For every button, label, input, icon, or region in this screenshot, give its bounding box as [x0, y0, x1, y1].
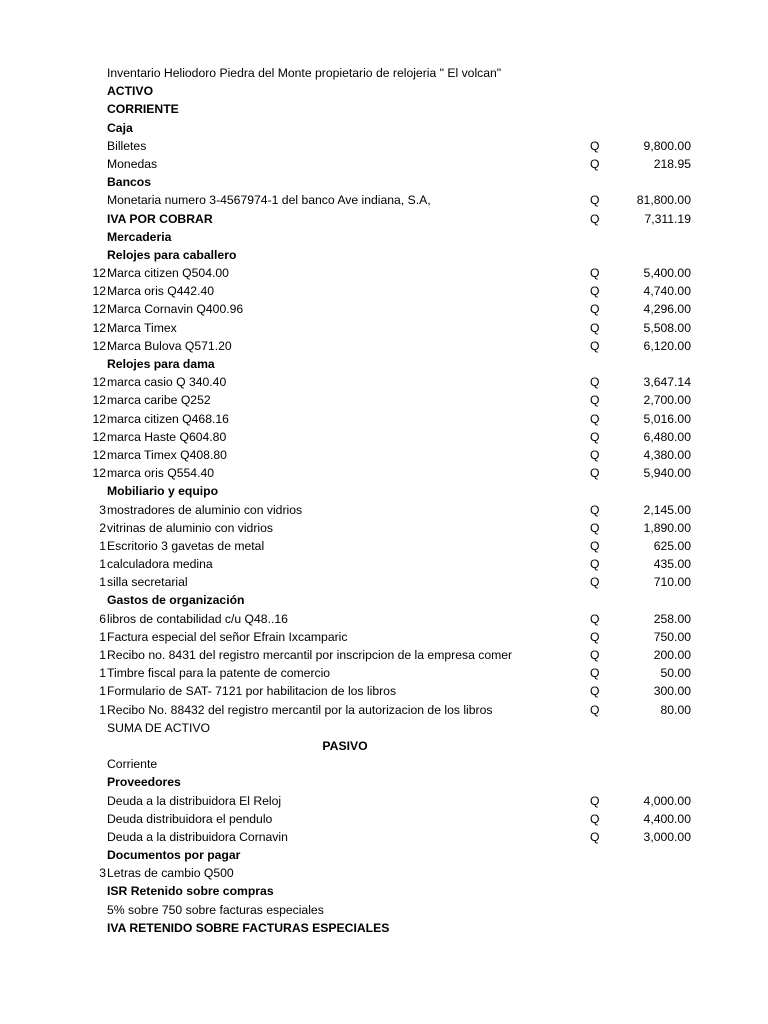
inventory-row — [0, 100, 768, 118]
inventory-row — [0, 355, 768, 373]
row-description: Marca Bulova Q571.20 — [107, 338, 232, 353]
row-currency: Q — [590, 648, 600, 662]
row-amount: 625.00 — [653, 538, 691, 553]
row-amount: 4,380.00 — [643, 447, 691, 462]
row-quantity: 3 — [99, 866, 106, 881]
inventory-row — [0, 901, 768, 919]
inventory-row — [0, 537, 768, 555]
row-currency: Q — [590, 575, 600, 590]
row-description: Marca Timex — [107, 320, 177, 335]
inventory-row — [0, 501, 768, 519]
row-quantity: 1 — [99, 557, 106, 572]
row-description: Formulario de SAT- 7121 por habilitacion de los libros — [107, 684, 397, 699]
inventory-row — [0, 446, 768, 464]
inventory-row — [0, 137, 768, 155]
row-quantity: 12 — [92, 266, 106, 281]
row-amount: 5,400.00 — [643, 266, 691, 281]
row-description: Deuda a la distribuidora Cornavin — [107, 829, 288, 844]
inventory-row — [0, 82, 768, 100]
row-currency: Q — [590, 520, 600, 535]
row-amount: 6,480.00 — [643, 429, 691, 444]
row-quantity: 12 — [92, 338, 106, 353]
row-description: Relojes para caballero — [107, 247, 237, 262]
row-amount: 5,508.00 — [643, 320, 691, 335]
row-description: Caja — [107, 120, 133, 135]
row-description: Billetes — [107, 138, 147, 153]
sheet-title-row — [0, 64, 768, 82]
row-currency: Q — [590, 666, 600, 681]
inventory-row — [0, 464, 768, 482]
row-amount: 258.00 — [653, 611, 691, 626]
row-amount: 2,145.00 — [643, 502, 691, 517]
row-amount: 50.00 — [660, 666, 691, 681]
row-description: Gastos de organización — [107, 593, 245, 608]
inventory-row — [0, 919, 768, 937]
row-description: Corriente — [107, 757, 158, 772]
inventory-row — [0, 810, 768, 828]
row-quantity: 1 — [99, 648, 106, 662]
inventory-row — [0, 300, 768, 318]
inventory-row — [0, 410, 768, 428]
inventory-row — [0, 246, 768, 264]
row-amount: 3,000.00 — [643, 829, 691, 844]
row-quantity: 12 — [92, 411, 106, 426]
row-description: Escritorio 3 gavetas de metal — [107, 538, 265, 553]
row-description: marca citizen Q468.16 — [107, 411, 229, 426]
inventory-row — [0, 319, 768, 337]
row-quantity: 1 — [99, 629, 106, 644]
row-currency: Q — [590, 447, 600, 462]
inventory-row — [0, 864, 768, 882]
row-description: PASIVO — [322, 738, 368, 753]
row-currency: Q — [590, 302, 600, 317]
row-amount: 200.00 — [653, 648, 691, 662]
inventory-row — [0, 792, 768, 810]
row-quantity: 3 — [99, 502, 106, 517]
inventory-row — [0, 119, 768, 137]
inventory-row — [0, 828, 768, 846]
row-currency: Q — [590, 338, 600, 353]
inventory-sheet — [0, 64, 768, 937]
row-description: vitrinas de aluminio con vidrios — [107, 520, 273, 535]
row-description: Timbre fiscal para la patente de comercio — [107, 666, 331, 681]
row-currency: Q — [590, 829, 600, 844]
row-description: Bancos — [107, 175, 152, 190]
row-amount: 9,800.00 — [643, 138, 691, 153]
row-description: CORRIENTE — [107, 102, 179, 117]
row-quantity: 1 — [99, 702, 106, 717]
row-description: mostradores de aluminio con vidrios — [107, 502, 303, 517]
row-description: Deuda distribuidora el pendulo — [107, 811, 273, 826]
row-amount: 6,120.00 — [643, 338, 691, 353]
inventory-row — [0, 573, 768, 591]
row-description: Marca Cornavin Q400.96 — [107, 302, 244, 317]
row-amount: 300.00 — [653, 684, 691, 699]
row-description: Monetaria numero 3-4567974-1 del banco Ave indiana, S.A, — [107, 193, 431, 208]
inventory-row — [0, 373, 768, 391]
row-description: Factura especial del señor Efrain Ixcamparic — [107, 629, 348, 644]
row-quantity: 12 — [92, 429, 106, 444]
row-currency: Q — [590, 502, 600, 517]
row-currency: Q — [590, 466, 600, 481]
inventory-row — [0, 719, 768, 737]
row-description: Recibo No. 88432 del registro mercantil por la autorizacion de los libros — [107, 702, 493, 717]
row-quantity: 12 — [92, 393, 106, 408]
row-description: Relojes para dama — [107, 357, 215, 371]
inventory-row — [0, 755, 768, 773]
inventory-row — [0, 610, 768, 628]
row-quantity: 12 — [92, 320, 106, 335]
row-description: marca caribe Q252 — [107, 393, 211, 408]
row-description: Mercaderia — [107, 229, 172, 244]
row-currency: Q — [590, 702, 600, 717]
row-amount: 4,400.00 — [643, 811, 691, 826]
row-amount: 5,016.00 — [643, 411, 691, 426]
row-description: marca Timex Q408.80 — [107, 447, 227, 462]
row-amount: 5,940.00 — [643, 466, 691, 481]
row-description: 5% sobre 750 sobre facturas especiales — [107, 902, 324, 917]
row-description: ISR Retenido sobre compras — [107, 884, 274, 899]
row-amount: 4,296.00 — [643, 302, 691, 317]
inventory-row — [0, 191, 768, 209]
row-description: Monedas — [107, 156, 158, 171]
inventory-row — [0, 846, 768, 864]
row-currency: Q — [590, 611, 600, 626]
row-currency: Q — [590, 284, 600, 299]
inventory-row — [0, 282, 768, 300]
row-quantity: 1 — [99, 666, 106, 681]
row-description: marca casio Q 340.40 — [107, 375, 227, 390]
row-amount: 80.00 — [660, 702, 691, 717]
row-quantity: 1 — [99, 575, 106, 590]
row-amount: 4,740.00 — [643, 284, 691, 299]
inventory-row — [0, 882, 768, 900]
row-currency: Q — [590, 138, 600, 153]
inventory-row — [0, 591, 768, 609]
row-description: Documentos por pagar — [107, 848, 241, 863]
row-quantity: 6 — [99, 611, 106, 626]
row-description: IVA RETENIDO SOBRE FACTURAS ESPECIALES — [107, 920, 390, 935]
row-currency: Q — [590, 211, 600, 226]
row-currency: Q — [590, 811, 600, 826]
inventory-row — [0, 391, 768, 409]
row-description: Mobiliario y equipo — [107, 484, 219, 499]
row-amount: 710.00 — [653, 575, 691, 590]
inventory-row — [0, 155, 768, 173]
inventory-row — [0, 337, 768, 355]
inventory-row — [0, 482, 768, 500]
inventory-row — [0, 173, 768, 191]
inventory-row — [0, 264, 768, 282]
row-amount: 81,800.00 — [636, 193, 691, 208]
row-quantity: 12 — [92, 284, 106, 299]
row-amount: 750.00 — [653, 629, 691, 644]
row-quantity: 12 — [92, 447, 106, 462]
sheet-title: Inventario Heliodoro Piedra del Monte propietario de relojeria " El volcan" — [107, 66, 502, 80]
inventory-row — [0, 210, 768, 228]
row-currency: Q — [590, 266, 600, 281]
row-description: SUMA DE ACTIVO — [107, 720, 210, 735]
row-description: IVA POR COBRAR — [107, 211, 213, 226]
row-currency: Q — [590, 193, 600, 208]
row-description: Proveedores — [107, 775, 181, 790]
row-quantity: 12 — [92, 302, 106, 317]
row-description: Marca oris Q442.40 — [107, 284, 215, 299]
row-currency: Q — [590, 538, 600, 553]
row-quantity: 12 — [92, 375, 106, 390]
row-quantity: 12 — [92, 466, 106, 481]
inventory-row — [0, 428, 768, 446]
inventory-row — [0, 555, 768, 573]
inventory-rows — [0, 82, 768, 937]
inventory-row — [0, 737, 768, 755]
row-currency: Q — [590, 320, 600, 335]
row-quantity: 2 — [99, 520, 106, 535]
row-amount: 2,700.00 — [643, 393, 691, 408]
row-description: marca Haste Q604.80 — [107, 429, 227, 444]
row-currency: Q — [590, 411, 600, 426]
inventory-row — [0, 519, 768, 537]
row-currency: Q — [590, 393, 600, 408]
row-amount: 7,311.19 — [644, 211, 691, 226]
row-description: Letras de cambio Q500 — [107, 866, 234, 881]
row-description: Deuda a la distribuidora El Reloj — [107, 793, 282, 808]
inventory-row — [0, 682, 768, 700]
row-currency: Q — [590, 793, 600, 808]
row-quantity: 1 — [99, 684, 106, 699]
row-amount: 218.95 — [653, 156, 691, 171]
inventory-row — [0, 773, 768, 791]
inventory-row — [0, 701, 768, 719]
row-amount: 1,890.00 — [643, 520, 691, 535]
row-currency: Q — [590, 684, 600, 699]
row-currency: Q — [590, 156, 600, 171]
row-description: Marca citizen Q504.00 — [107, 266, 229, 281]
inventory-row — [0, 628, 768, 646]
row-amount: 4,000.00 — [643, 793, 691, 808]
row-currency: Q — [590, 557, 600, 572]
row-description: marca oris Q554.40 — [107, 466, 215, 481]
inventory-row — [0, 664, 768, 682]
inventory-row — [0, 228, 768, 246]
row-description: calculadora medina — [107, 557, 213, 572]
row-description: Recibo no. 8431 del registro mercantil por inscripcion de la empresa comer — [107, 648, 513, 662]
row-description: libros de contabilidad c/u Q48..16 — [107, 611, 288, 626]
row-currency: Q — [590, 375, 600, 390]
row-currency: Q — [590, 429, 600, 444]
row-currency: Q — [590, 629, 600, 644]
row-description: silla secretarial — [107, 575, 188, 590]
row-amount: 435.00 — [653, 557, 691, 572]
inventory-row — [0, 646, 768, 664]
row-amount: 3,647.14 — [643, 375, 691, 390]
row-quantity: 1 — [99, 538, 106, 553]
row-description: ACTIVO — [107, 84, 154, 99]
